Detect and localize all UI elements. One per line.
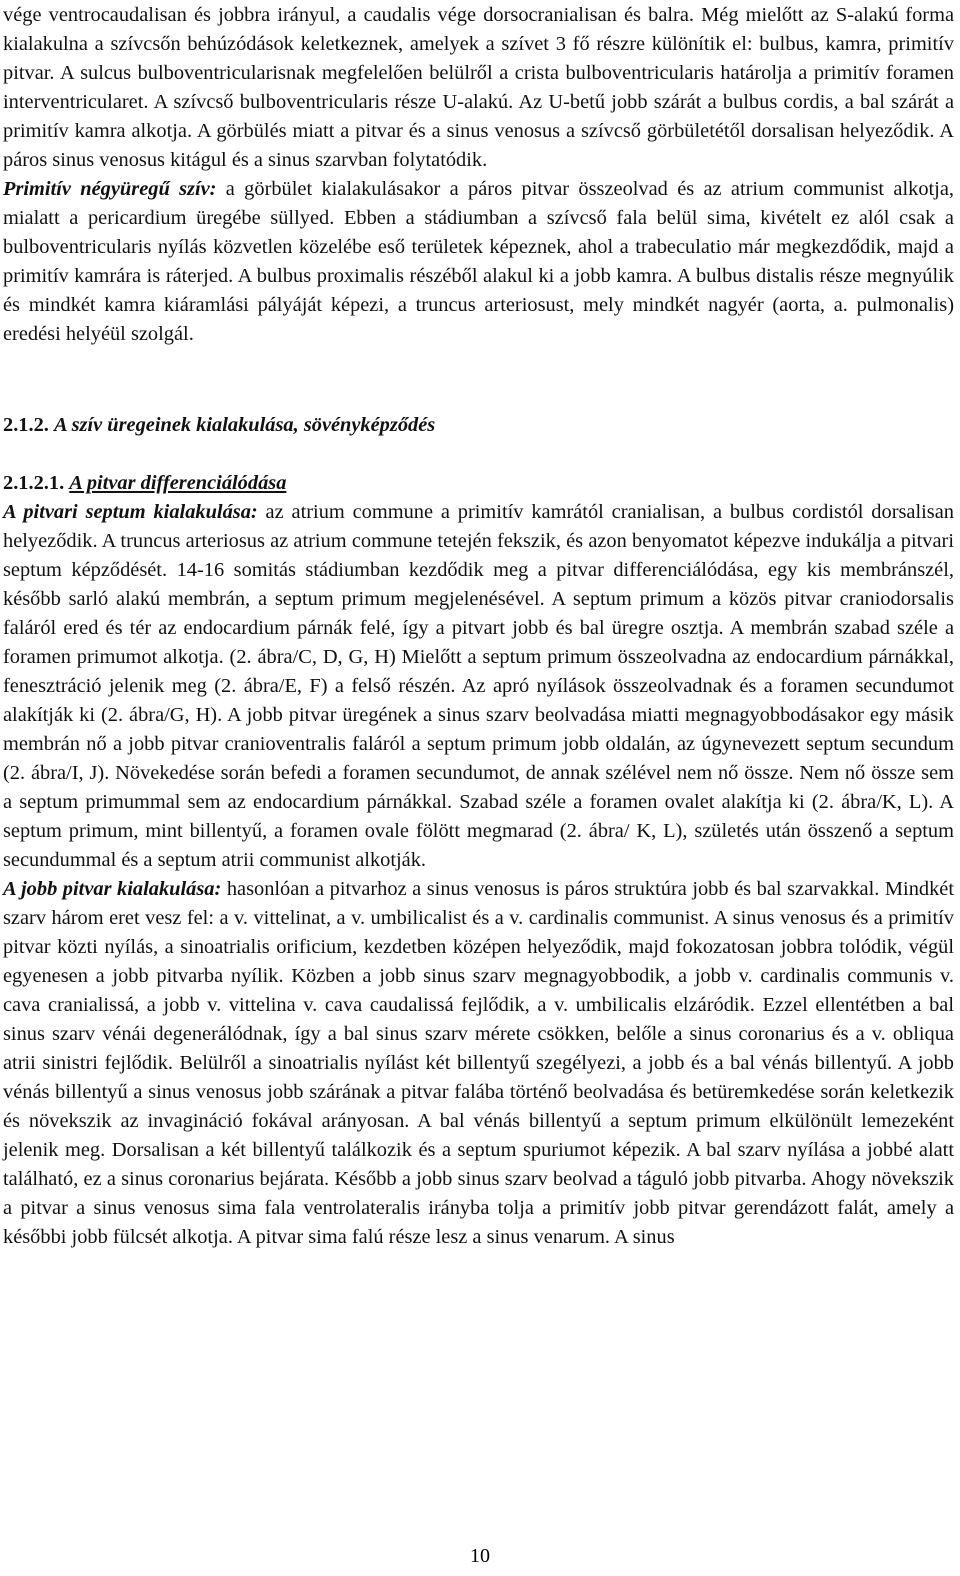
right-atrium-lead: A jobb pitvar kialakulása:	[3, 878, 222, 900]
four-chamber-text: a görbület kialakulásakor a páros pitvar összeolvad és az atrium communist alkotja, mialatt a pericardium üregébe süllyed. Ebben a stádiumban a szívcső fala belül sima, kivételt ez alól csak a bulboventricularis nyílás közvetlen közelébe eső területek képeznek, ahol a trabeculatio már megkezdődik, majd a primitív kamrára is ráterjed. A bulbus proximalis részéből alakul ki a jobb kamra. A bulbus distalis része megnyúlik és mindkét kamra kiáramlási pályáját képezi, a truncus arteriosust, mely mindkét nagyér (aorta, a. pulmonalis) eredési helyéül szolgál.	[3, 178, 954, 345]
section-title: A szív üregeinek kialakulása, sövényképződés	[54, 414, 436, 436]
page-number: 10	[470, 1545, 490, 1567]
atrial-septum-text: az atrium commune a primitív kamrától cranialisan, a bulbus cordistól dorsalisan helyeződik. A truncus arteriosus az atrium commune tetején fekszik, és azon benyomatot képezve indukálja a pitvari septum képződését. 14-16 somitás stádiumban kezdődik meg a pitvar differenciálódása, egy kis membránszél, később sarló alakú membrán, a septum primum megjelenésével. A septum primum a közös pitvar craniodorsalis faláról ered és tér az endocardium párnák felé, így a pitvart jobb és bal üregre osztja. A membrán szabad széle a foramen primumot alkotja. (2. ábra/C, D, G, H) Mielőtt a septum primum összeolvadna az endocardium párnákkal, fenesztráció jelenik meg (2. ábra/E, F) a felső részén. Az apró nyílások összeolvadnak és a foramen secundumot alakítják ki (2. ábra/G, H). A jobb pitvar üregének a sinus szarv beolvadása miatti megnagyobbodásakor egy másik membrán nő a jobb pitvar cranioventralis faláról a septum primum jobb oldalán, az úgynevezett septum secundum (2. ábra/I, J). Növekedése során befedi a foramen secundumot, de annak szélével nem nő össze. Nem nő össze sem a septum primummal sem az endocardium párnákkal. Szabad széle a foramen ovalet alakítja ki (2. ábra/K, L). A septum primum, mint billentyű, a foramen ovale fölött megmarad (2. ábra/ K, L), születés után összenő a septum secundummal és a septum atrii communist alkotják.	[3, 501, 954, 871]
subsection-title: A pitvar differenciálódása	[69, 472, 287, 494]
intro-paragraph: vége ventrocaudalisan és jobbra irányul, a caudalis vége dorsocranialisan és balra. Még mielőtt az S-alakú forma kialakulna a szívcsőn behúzódások keletkeznek, amelyek a szívet 3 fő részre különítik el: bulbus, kamra, primitív pitvar. A sulcus bulboventricularisnak megfelelően belülről a crista bulboventricularis határolja a primitív foramen interventricularet. A szívcső bulboventricularis része U-alakú. Az U-betű jobb szárát a bulbus cordis, a bal szárát a primitív kamra alkotja. A görbülés miatt a pitvar és a sinus venosus a szívcső görbületétől dorsalisan helyeződik. A páros sinus venosus kitágul és a sinus szarvban folytatódik.	[3, 4, 954, 171]
subsection-heading	[3, 469, 954, 498]
four-chamber-lead: Primitív négyüregű szív:	[3, 178, 217, 200]
subsection-number: 2.1.2.1.	[3, 472, 65, 494]
section-heading	[3, 411, 954, 440]
atrial-septum-paragraph	[3, 498, 954, 875]
four-chamber-paragraph	[3, 175, 954, 349]
right-atrium-text: hasonlóan a pitvarhoz a sinus venosus is páros struktúra jobb és bal szarvakkal. Mindkét szarv három eret vesz fel: a v. vittelinat, a v. umbilicalist és a v. cardinalis communist. A sinus venosus és a primitív pitvar közti nyílás, a sinoatrialis orificium, kezdetben középen helyeződik, majd fokozatosan jobbra tolódik, végül egyenesen a jobb pitvarba nyílik. Közben a jobb sinus szarv megnagyobbodik, a jobb v. cardinalis communis v. cava cranialissá, a jobb v. vittelina v. cava caudalissá fejlődik, a v. umbilicalis elzáródik. Ezzel ellentétben a bal sinus szarv vénái degenerálódnak, így a bal sinus szarv mérete csökken, belőle a sinus coronarius és a v. obliqua atrii sinistri fejlődik. Belülről a sinoatrialis nyílást két billentyű szegélyezi, a jobb és a bal vénás billentyű. A jobb vénás billentyű a sinus venosus jobb szárának a pitvar falába történő beolvadása és betüremkedése során keletkezik és növekszik az invagináció fokával arányosan. A bal vénás billentyű a septum primum elkülönült lemezeként jelenik meg. Dorsalisan a két billentyű találkozik és a septum spuriumot képezik. A bal szarv nyílása a jobbé alatt található, ez a sinus coronarius bejárata. Később a jobb sinus szarv beolvad a táguló jobb pitvarba. Ahogy növekszik a pitvar a sinus venosus sima fala ventrolateralis irányba tolja a primitív jobb pitvar gerendázott falát, amely a későbbi jobb fülcsét alkotja. A pitvar sima falú része lesz a sinus venarum. A sinus	[3, 878, 954, 1248]
right-atrium-paragraph	[3, 875, 954, 1252]
atrial-septum-lead: A pitvari septum kialakulása:	[3, 501, 258, 523]
section-number: 2.1.2.	[3, 414, 49, 436]
